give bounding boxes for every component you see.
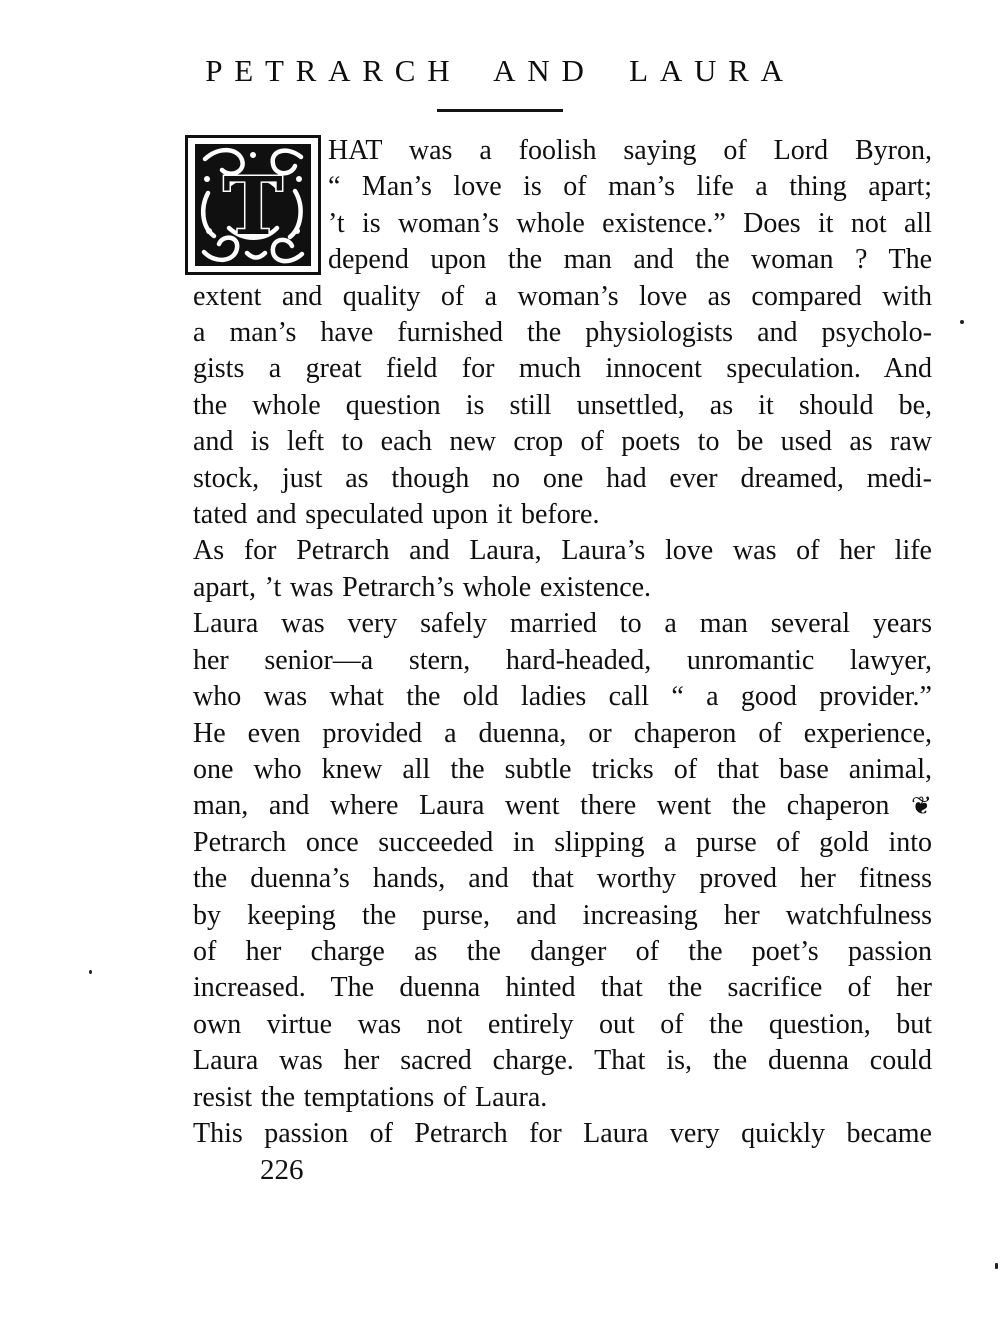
text-line: the duenna’s hands, and that worthy proved her fitness [193,863,932,895]
paragraph-2 [193,533,932,606]
text-line: depend upon the man and the woman ? The [328,244,932,276]
page-title: PETRARCH AND LAURA [205,53,795,88]
text-line: a man’s have furnished the physiologists and psycholo- [193,317,932,349]
text-line: own virtue was not entirely out of the question, but [193,1008,932,1040]
text-line: one who knew all the subtle tricks of that base animal, [193,753,932,785]
paragraph-5 [193,1116,932,1152]
text-line: As for Petrarch and Laura, Laura’s love was of her life [193,535,932,567]
drop-cap-woodcut [185,135,321,275]
scan-speck [995,1263,998,1269]
page-number: 226 [260,1154,304,1187]
text-line: resist the temptations of Laura. [193,1081,548,1113]
text-line: gists a great field for much innocent speculation. And [193,353,932,385]
text-line: ’t is woman’s whole existence.” Does it not all [328,207,932,239]
text-line: the whole question is still unsettled, as it should be, [193,389,932,421]
fleuron-ornament: ❦ [889,791,932,821]
text-line: by keeping the purse, and increasing her watchfulness [193,899,932,931]
text-line: of her charge as the danger of the poet’s passion [193,935,932,967]
drop-cap-ornament [185,135,321,275]
text-line: Laura was very safely married to a man several years [193,608,932,640]
text-line: and is left to each new crop of poets to be used as raw [193,426,932,458]
text-line: This passion of Petrarch for Laura very quickly became [193,1117,932,1149]
text-line: stock, just as though no one had ever dreamed, medi- [193,462,932,494]
text-line: apart, ’t was Petrarch’s whole existence. [193,571,652,603]
text-line: Laura was her sacred charge. That is, the duenna could [193,1045,932,1077]
text-line: tated and speculated upon it before. [193,499,600,531]
title-divider [437,109,563,112]
text-line: Petrarch once succeeded in slipping a purse of gold into [193,826,932,858]
text-line: extent and quality of a woman’s love as compared with [193,280,932,312]
scan-speck [960,320,964,324]
scan-speck [89,970,92,974]
paragraph-4 [193,716,932,1116]
paragraph-3 [193,606,932,715]
text-line: her senior—a stern, hard-headed, unromantic lawyer, [193,644,932,676]
drop-cap-letter: T [223,159,283,253]
page-body [193,133,932,1189]
text-block [193,133,932,1152]
text-line: “ Man’s love is of man’s life a thing apart; [328,171,932,203]
text-line: man, and where Laura went there went the chaperon ❦ [193,790,932,822]
text-line: increased. The duenna hinted that the sacrifice of her [193,972,932,1004]
text-line: He even provided a duenna, or chaperon of experience, [193,717,932,749]
text-line: HAT was a foolish saying of Lord Byron, [328,135,932,166]
text-line: who was what the old ladies call “ a good provider.” [193,681,932,713]
